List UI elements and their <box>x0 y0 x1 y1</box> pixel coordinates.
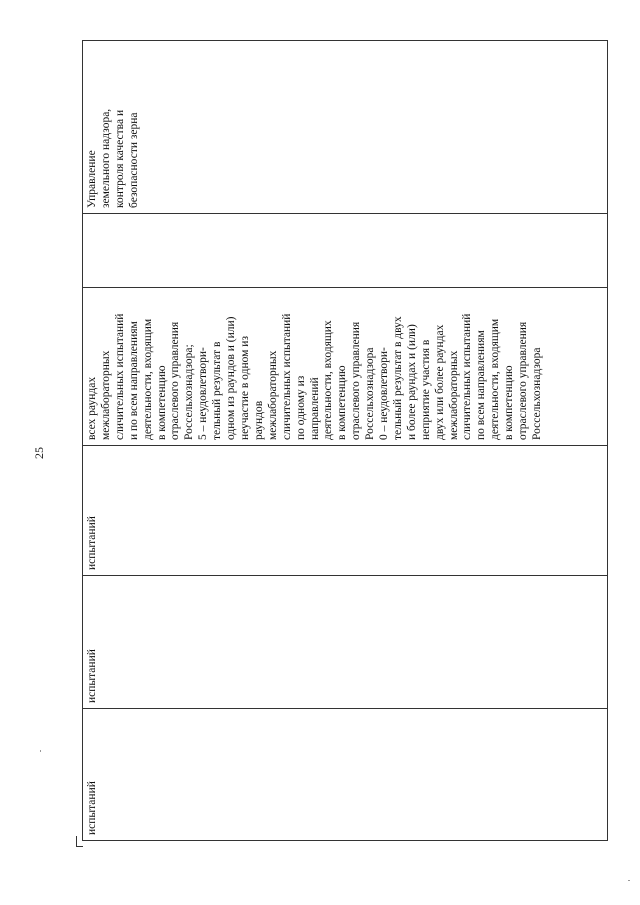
cell-text-line: и более раундах и (или) <box>405 324 418 440</box>
cell-text-line: сличительных испытаний <box>280 313 293 440</box>
table-cell-6 <box>83 41 608 214</box>
cell-text-line: земельного надзора, <box>99 108 112 208</box>
cell-text-line: двух или более раундах <box>433 324 446 440</box>
cell-text-line: отраслевого управления <box>350 321 363 440</box>
table-cell-5 <box>83 214 608 288</box>
cell-text-line: в компетенцию <box>503 365 516 440</box>
cell-text-line: Россельхознадзора; <box>183 344 196 440</box>
cell-text-line: межлабораторных <box>99 350 112 440</box>
table-cell-2 <box>83 576 608 709</box>
table-row <box>83 41 608 841</box>
cell-text-line: тельный результат в <box>211 341 224 440</box>
cell-text-line: 5 – неудовлетвори- <box>197 347 210 440</box>
table-cell-4 <box>83 288 608 446</box>
cell-text-line: тельный результат в двух <box>391 316 404 440</box>
scan-speck <box>628 880 630 881</box>
cell-text-line: и по всем направлениям <box>127 321 140 440</box>
cell-text-line: безопасности зерна <box>127 112 140 208</box>
cell-text-line: по одному из <box>294 375 307 440</box>
cell-text-line: по всем направлениям <box>475 330 488 440</box>
cell-text-line: Россельхознадзора <box>364 347 377 440</box>
cell-text-line: в компетенцию <box>336 365 349 440</box>
rotated-table-wrapper <box>82 41 608 841</box>
cell-text-line: направлений <box>308 377 321 440</box>
cell-text-line: испытаний <box>86 649 98 703</box>
cell-text-line: неприятие участия в <box>419 339 432 440</box>
cell-text-line: Россельхознадзора <box>531 347 543 440</box>
table-cell-3 <box>83 446 608 576</box>
cell-text-line: межлабораторных <box>447 350 460 440</box>
cell-text-line: в компетенцию <box>155 365 168 440</box>
cell-text-line: раундов <box>252 400 265 440</box>
cell-text-line: сличительных испытаний <box>461 313 474 440</box>
cell-text-line: Управление <box>86 150 98 208</box>
cell-text-line: всех раундах <box>86 376 98 440</box>
page-number: 25 <box>32 447 46 459</box>
cell-text-line: неучастие в одном из <box>238 336 251 440</box>
cell-text-line: сличительных испытаний <box>113 313 126 440</box>
cell-text-line: отраслевого управления <box>169 321 182 440</box>
cell-text-line: деятельности, входящим <box>489 318 502 440</box>
table-corner-mark <box>76 836 83 847</box>
cell-text-line: межлабораторных <box>266 350 279 440</box>
cell-text-line: деятельности, входящим <box>141 318 154 440</box>
cell-text-line: одном из раундов и (или) <box>225 316 238 440</box>
cell-text-line: деятельности, входящих <box>322 320 335 440</box>
cell-text-line: отраслевого управления <box>517 321 530 440</box>
cell-text-line: испытаний <box>86 781 98 835</box>
cell-text-line: контроля качества и <box>113 109 126 208</box>
cell-text-line: испытаний <box>86 516 98 570</box>
cell-text-line: 0 – неудовлетвори- <box>378 347 391 440</box>
scan-speck <box>40 750 41 752</box>
data-table <box>82 40 608 841</box>
table-cell-1 <box>83 709 608 841</box>
